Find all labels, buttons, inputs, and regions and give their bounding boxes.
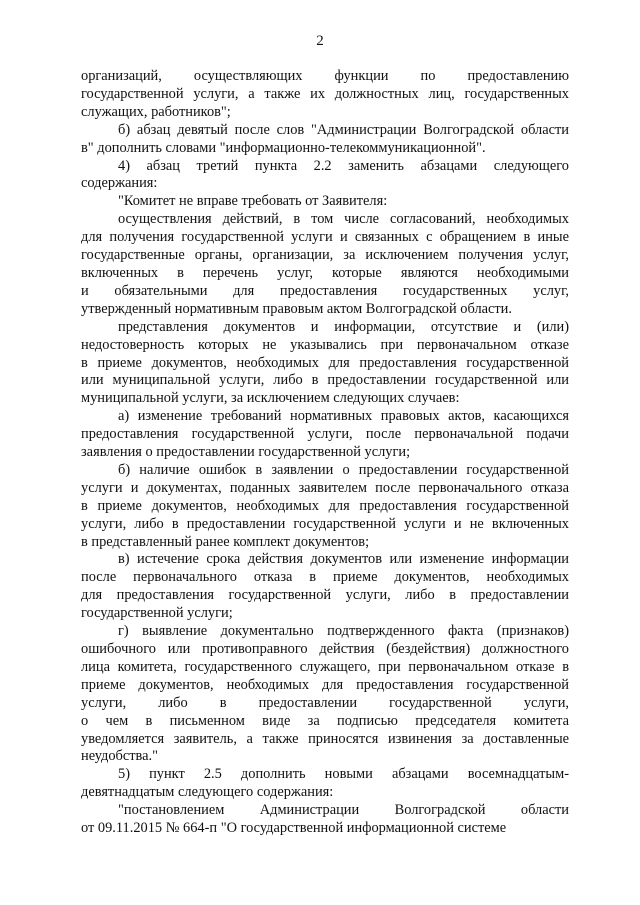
- paragraph: [81, 158, 569, 194]
- text-line: для получения государственной услуги и связанных с обращением в иные: [81, 229, 569, 246]
- text-line: от 09.11.2015 № 664-п "О государственной информационной системе: [81, 820, 507, 837]
- text-line: 4) абзац третий пункта 2.2 заменить абзацами следующего: [118, 157, 569, 174]
- paragraph: [81, 766, 569, 802]
- text-line: "постановлением Администрации Волгоградской области: [118, 802, 569, 819]
- text-line: уведомляется заявитель, а также приносятся извинения за доставленные: [81, 730, 569, 747]
- text-line: утвержденный нормативным правовым актом Волгоградской области.: [81, 300, 512, 317]
- text-line: б) наличие ошибок в заявлении о предоставлении государственной: [118, 461, 569, 478]
- text-line: для предоставления государственной услуги, либо в предоставлении: [81, 587, 569, 604]
- text-line: осуществления действий, в том числе согласований, необходимых: [118, 211, 569, 228]
- paragraph: [81, 319, 569, 409]
- text-line: о чем в письменном виде за подписью председателя комитета: [81, 712, 569, 729]
- text-line: государственной услуги;: [81, 605, 233, 622]
- text-line: в приеме документов, необходимых для предоставления государственной: [81, 354, 569, 371]
- text-line: представления документов и информации, отсутствие и (или): [118, 318, 569, 335]
- text-line: г) выявление документально подтвержденного факта (признаков): [118, 623, 569, 640]
- text-line: организаций, осуществляющих функции по предоставлению: [81, 68, 569, 84]
- text-line: служащих, работников";: [81, 103, 231, 120]
- paragraph: [81, 68, 569, 122]
- text-line: в представленный ранее комплект документов;: [81, 533, 370, 550]
- paragraph: [81, 462, 569, 552]
- text-line: а) изменение требований нормативных правовых актов, касающихся: [118, 408, 569, 425]
- paragraph: [81, 408, 569, 462]
- text-line: ошибочного или противоправного действия (бездействия) должностного: [81, 641, 569, 657]
- document-body: [81, 68, 569, 838]
- page-number: 2: [316, 33, 324, 49]
- text-line: лица комитета, государственного служащего, при первоначальном отказе в: [81, 658, 569, 675]
- text-line: после первоначального отказа в приеме документов, необходимых: [81, 569, 569, 586]
- text-line: услуги и документах, поданных заявителем после первоначального отказа: [81, 479, 569, 496]
- text-line: содержания:: [81, 175, 158, 192]
- text-line: заявления о предоставлении государственной услуги;: [81, 444, 411, 461]
- text-line: муниципальной услуги, за исключением следующих случаев:: [81, 390, 460, 407]
- text-line: предоставления государственной услуги, после первоначальной подачи: [81, 426, 569, 443]
- paragraph: [81, 551, 569, 623]
- text-line: в приеме документов, необходимых для предоставления государственной: [81, 497, 569, 514]
- text-line: в" дополнить словами "информационно-телекоммуникационной".: [81, 139, 486, 156]
- paragraph: [81, 802, 569, 838]
- text-line: "Комитет не вправе требовать от Заявителя:: [118, 193, 388, 210]
- text-line: приеме документов, необходимых для предоставления государственной: [81, 676, 569, 693]
- text-line: услуги, либо в предоставлении государственной услуги,: [81, 694, 569, 711]
- text-line: неудобства.": [81, 748, 158, 765]
- text-line: 5) пункт 2.5 дополнить новыми абзацами восемнадцатым-: [118, 766, 569, 783]
- text-line: государственные органы, организации, за исключением получения услуг,: [81, 247, 569, 264]
- text-line: в) истечение срока действия документов или изменение информации: [118, 551, 569, 568]
- text-line: и обязательными для предоставления государственных услуг,: [81, 282, 569, 299]
- text-line: включенных в перечень услуг, которые являются необходимыми: [81, 264, 569, 281]
- text-line: или муниципальной услуги, либо в предоставлении государственной или: [81, 372, 569, 389]
- text-line: недостоверность которых не указывались при первоначальном отказе: [81, 336, 569, 353]
- text-line: услуги, либо в предоставлении государственной услуги и не включенных: [81, 515, 569, 532]
- text-line: государственной услуги, а также их должностных лиц, государственных: [81, 85, 569, 102]
- text-line: девятнадцатым следующего содержания:: [81, 784, 334, 801]
- text-line: б) абзац девятый после слов "Администрации Волгоградской области: [118, 121, 569, 138]
- paragraph: [81, 211, 569, 318]
- paragraph: [81, 193, 569, 211]
- paragraph: [81, 122, 569, 158]
- paragraph: [81, 623, 569, 766]
